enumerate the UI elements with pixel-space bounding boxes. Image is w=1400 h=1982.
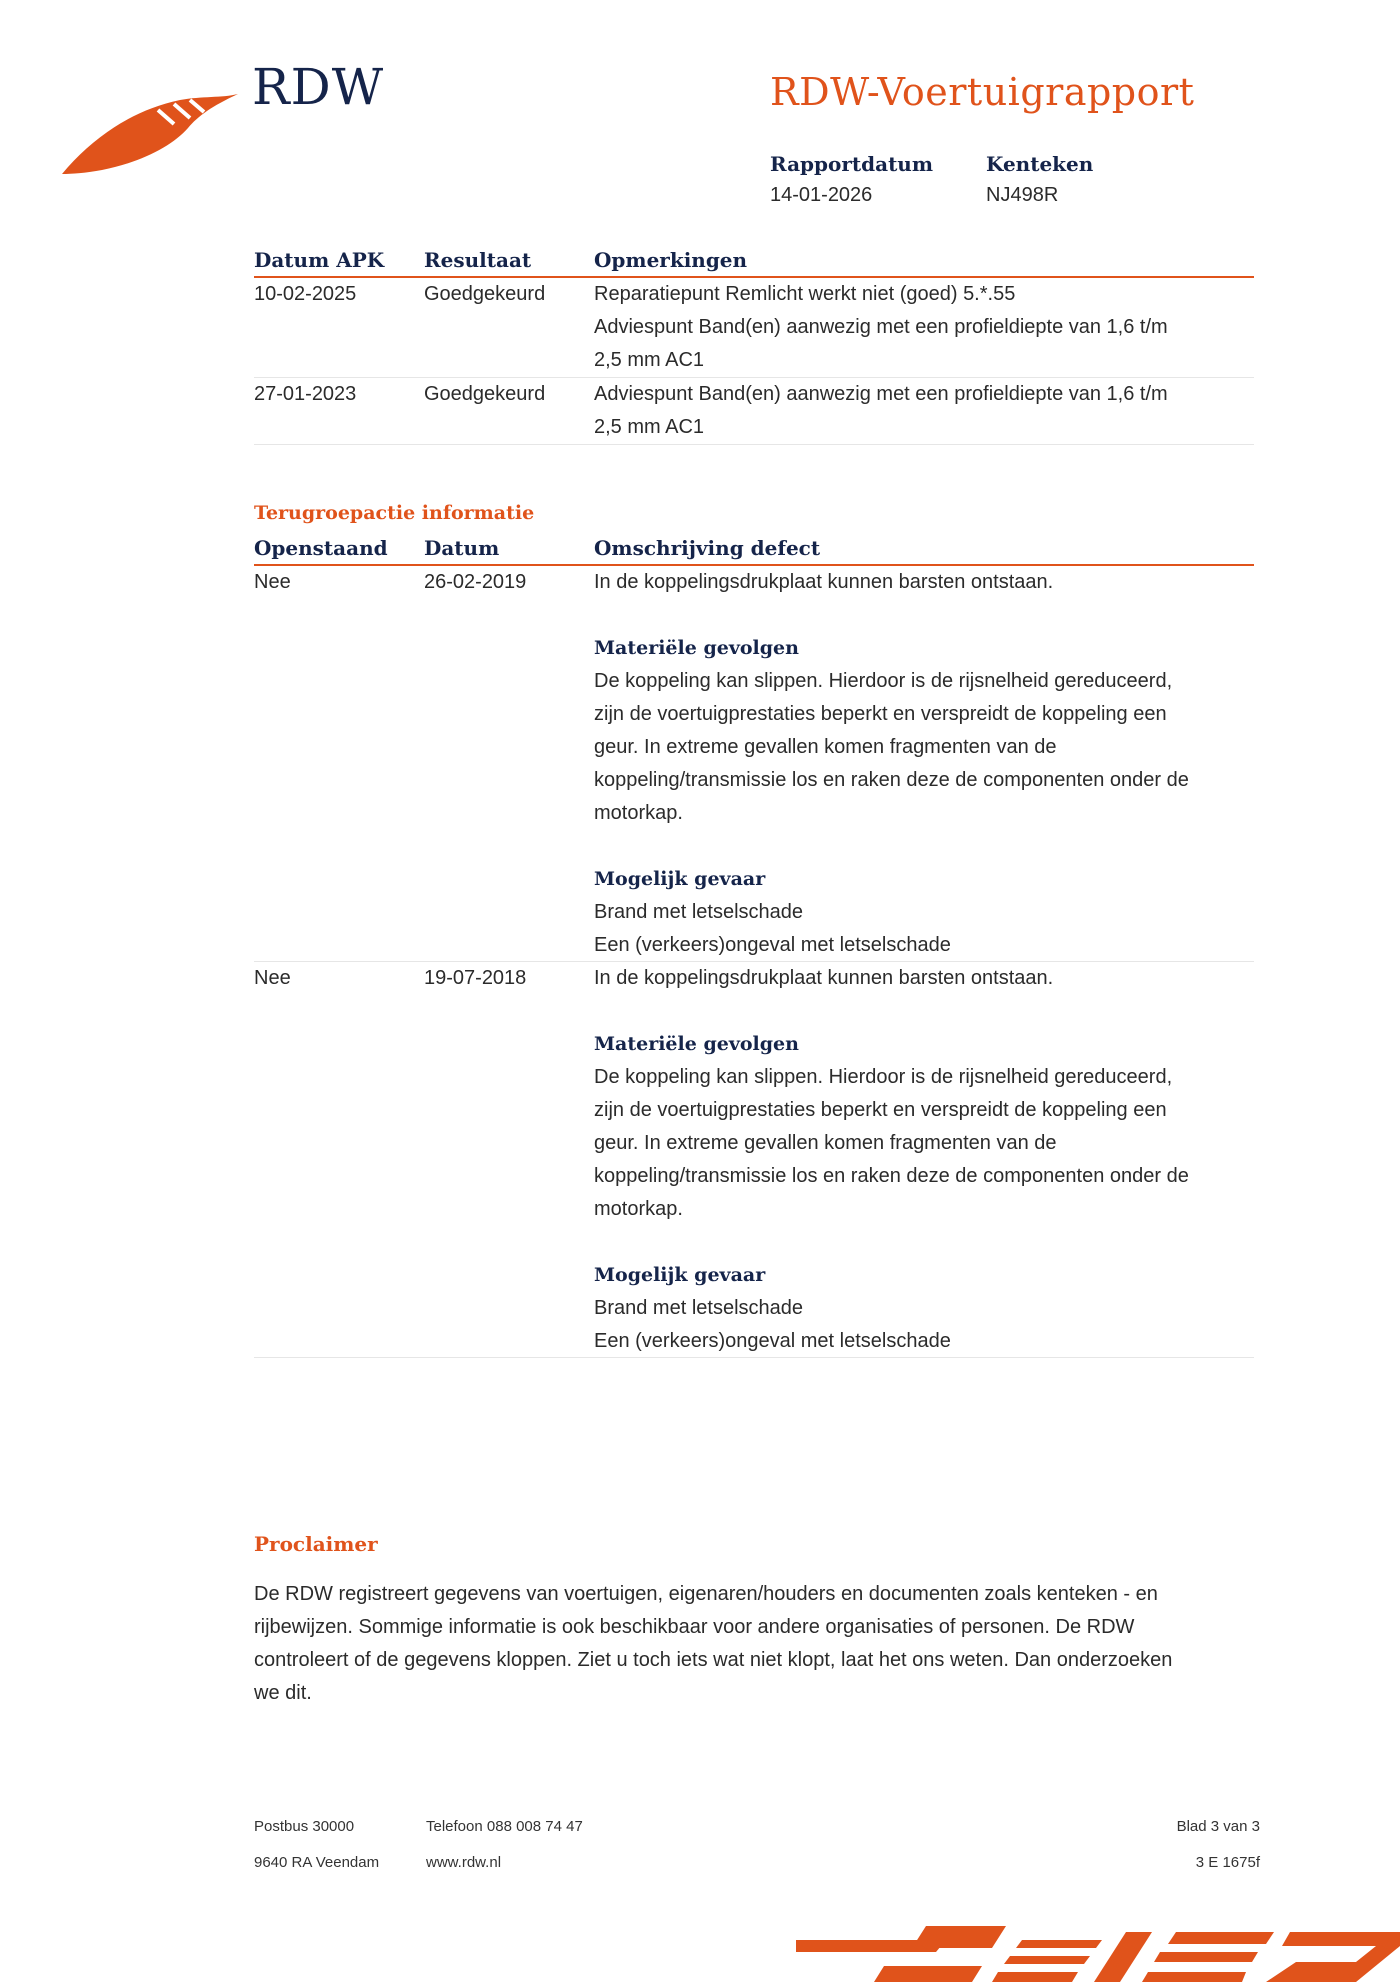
recall-gevolgen-line: geur. In extreme gevallen komen fragmenten van de [594, 736, 1057, 758]
apk-header-opmerkingen: Opmerkingen [594, 248, 748, 272]
recall-gevaar-title: Mogelijk gevaar [594, 868, 766, 890]
recall-gevaar-title: Mogelijk gevaar [594, 1264, 766, 1286]
rapportdatum-label: Rapportdatum [770, 152, 934, 176]
recall-gevolgen-title: Materiële gevolgen [594, 1033, 799, 1055]
report-title: RDW-Voertuigrapport [770, 70, 1195, 114]
kenteken-label: Kenteken [986, 152, 1094, 176]
proclaimer-line: De RDW registreert gegevens van voertuigen, eigenaren/houders en documenten zoals kenteken - en [254, 1583, 1158, 1605]
apk-opmerkingen [594, 378, 1254, 444]
recall-row [254, 962, 1254, 1358]
recall-gevolgen-line: koppeling/transmissie los en raken deze de componenten onder de [594, 1165, 1189, 1187]
recall-table [254, 534, 1254, 1358]
apk-row [254, 278, 1254, 378]
recall-header-omschrijving: Omschrijving defect [594, 536, 821, 560]
recall-gevolgen-title: Materiële gevolgen [594, 637, 799, 659]
recall-header-openstaand: Openstaand [254, 536, 388, 560]
footer-plaats: 9640 RA Veendam [254, 1854, 380, 1871]
apk-opmerking-line: Reparatiepunt Remlicht werkt niet (goed) 5.*.55 [594, 283, 1016, 305]
footer-code: 3 E 1675f [1195, 1854, 1260, 1871]
apk-resultaat: Goedgekeurd [424, 283, 546, 305]
footer-telefoon: Telefoon 088 008 74 47 [426, 1818, 583, 1835]
apk-opmerkingen [594, 278, 1254, 377]
recall-gevolgen-line: zijn de voertuigprestaties beperkt en verspreidt de koppeling een [594, 1099, 1167, 1121]
recall-table-header [254, 534, 1254, 566]
apk-opmerking-line: 2,5 mm AC1 [594, 416, 705, 438]
proclaimer-line: we dit. [254, 1682, 312, 1704]
recall-gevaar-line: Een (verkeers)ongeval met letselschade [594, 934, 951, 956]
recall-gevolgen-line: geur. In extreme gevallen komen fragmenten van de [594, 1132, 1057, 1154]
recall-datum: 26-02-2019 [424, 571, 527, 593]
recall-gevolgen-line: koppeling/transmissie los en raken deze de componenten onder de [594, 769, 1189, 791]
apk-row [254, 378, 1254, 445]
apk-resultaat: Goedgekeurd [424, 383, 546, 405]
recall-gevolgen-line: zijn de voertuigprestaties beperkt en verspreidt de koppeling een [594, 703, 1167, 725]
rdw-logo-text: RDW [252, 58, 385, 116]
proclaimer-title: Proclaimer [254, 1532, 378, 1556]
recall-gevolgen-line: motorkap. [594, 1198, 683, 1220]
rdw-decorative-stripes [796, 1926, 1400, 1982]
recall-openstaand: Nee [254, 571, 291, 593]
apk-header-resultaat: Resultaat [424, 248, 532, 272]
footer-website[interactable]: www.rdw.nl [426, 1854, 502, 1871]
apk-header-datum: Datum APK [254, 248, 385, 272]
recall-gevolgen-line: motorkap. [594, 802, 683, 824]
recall-omschrijving [594, 566, 1254, 962]
kenteken-value: NJ498R [986, 184, 1059, 206]
proclaimer-line: controleert of de gegevens kloppen. Ziet u toch iets wat niet klopt, laat het ons weten. Dan onderzoeken [254, 1649, 1173, 1671]
recall-gevaar-line: Brand met letselschade [594, 1297, 804, 1319]
recall-row [254, 566, 1254, 962]
apk-datum: 10-02-2025 [254, 283, 357, 305]
proclaimer-text [254, 1578, 1254, 1710]
rapportdatum-value: 14-01-2026 [770, 184, 873, 206]
rdw-logo-mark [62, 88, 238, 180]
recall-gevaar-line: Brand met letselschade [594, 901, 804, 923]
apk-opmerking-line: 2,5 mm AC1 [594, 349, 705, 371]
recall-gevolgen-line: De koppeling kan slippen. Hierdoor is de rijsnelheid gereduceerd, [594, 670, 1173, 692]
footer-blad: Blad 3 van 3 [1176, 1818, 1260, 1835]
recall-gevolgen-line: De koppeling kan slippen. Hierdoor is de rijsnelheid gereduceerd, [594, 1066, 1173, 1088]
apk-datum: 27-01-2023 [254, 383, 357, 405]
recall-datum: 19-07-2018 [424, 967, 527, 989]
recall-gevaar-line: Een (verkeers)ongeval met letselschade [594, 1330, 951, 1352]
recall-omschrijving [594, 962, 1254, 1358]
recall-defect: In de koppelingsdrukplaat kunnen barsten ontstaan. [594, 571, 1054, 593]
proclaimer-line: rijbewijzen. Sommige informatie is ook beschikbaar voor andere organisaties of personen. De RDW [254, 1616, 1135, 1638]
recall-header-datum: Datum [424, 536, 500, 560]
apk-table [254, 246, 1254, 445]
recall-defect: In de koppelingsdrukplaat kunnen barsten ontstaan. [594, 967, 1054, 989]
recall-section-title: Terugroepactie informatie [254, 502, 535, 524]
apk-table-header [254, 246, 1254, 278]
apk-opmerking-line: Adviespunt Band(en) aanwezig met een profieldiepte van 1,6 t/m [594, 316, 1168, 338]
footer-postbus: Postbus 30000 [254, 1818, 355, 1835]
recall-openstaand: Nee [254, 967, 291, 989]
apk-opmerking-line: Adviespunt Band(en) aanwezig met een profieldiepte van 1,6 t/m [594, 383, 1168, 405]
